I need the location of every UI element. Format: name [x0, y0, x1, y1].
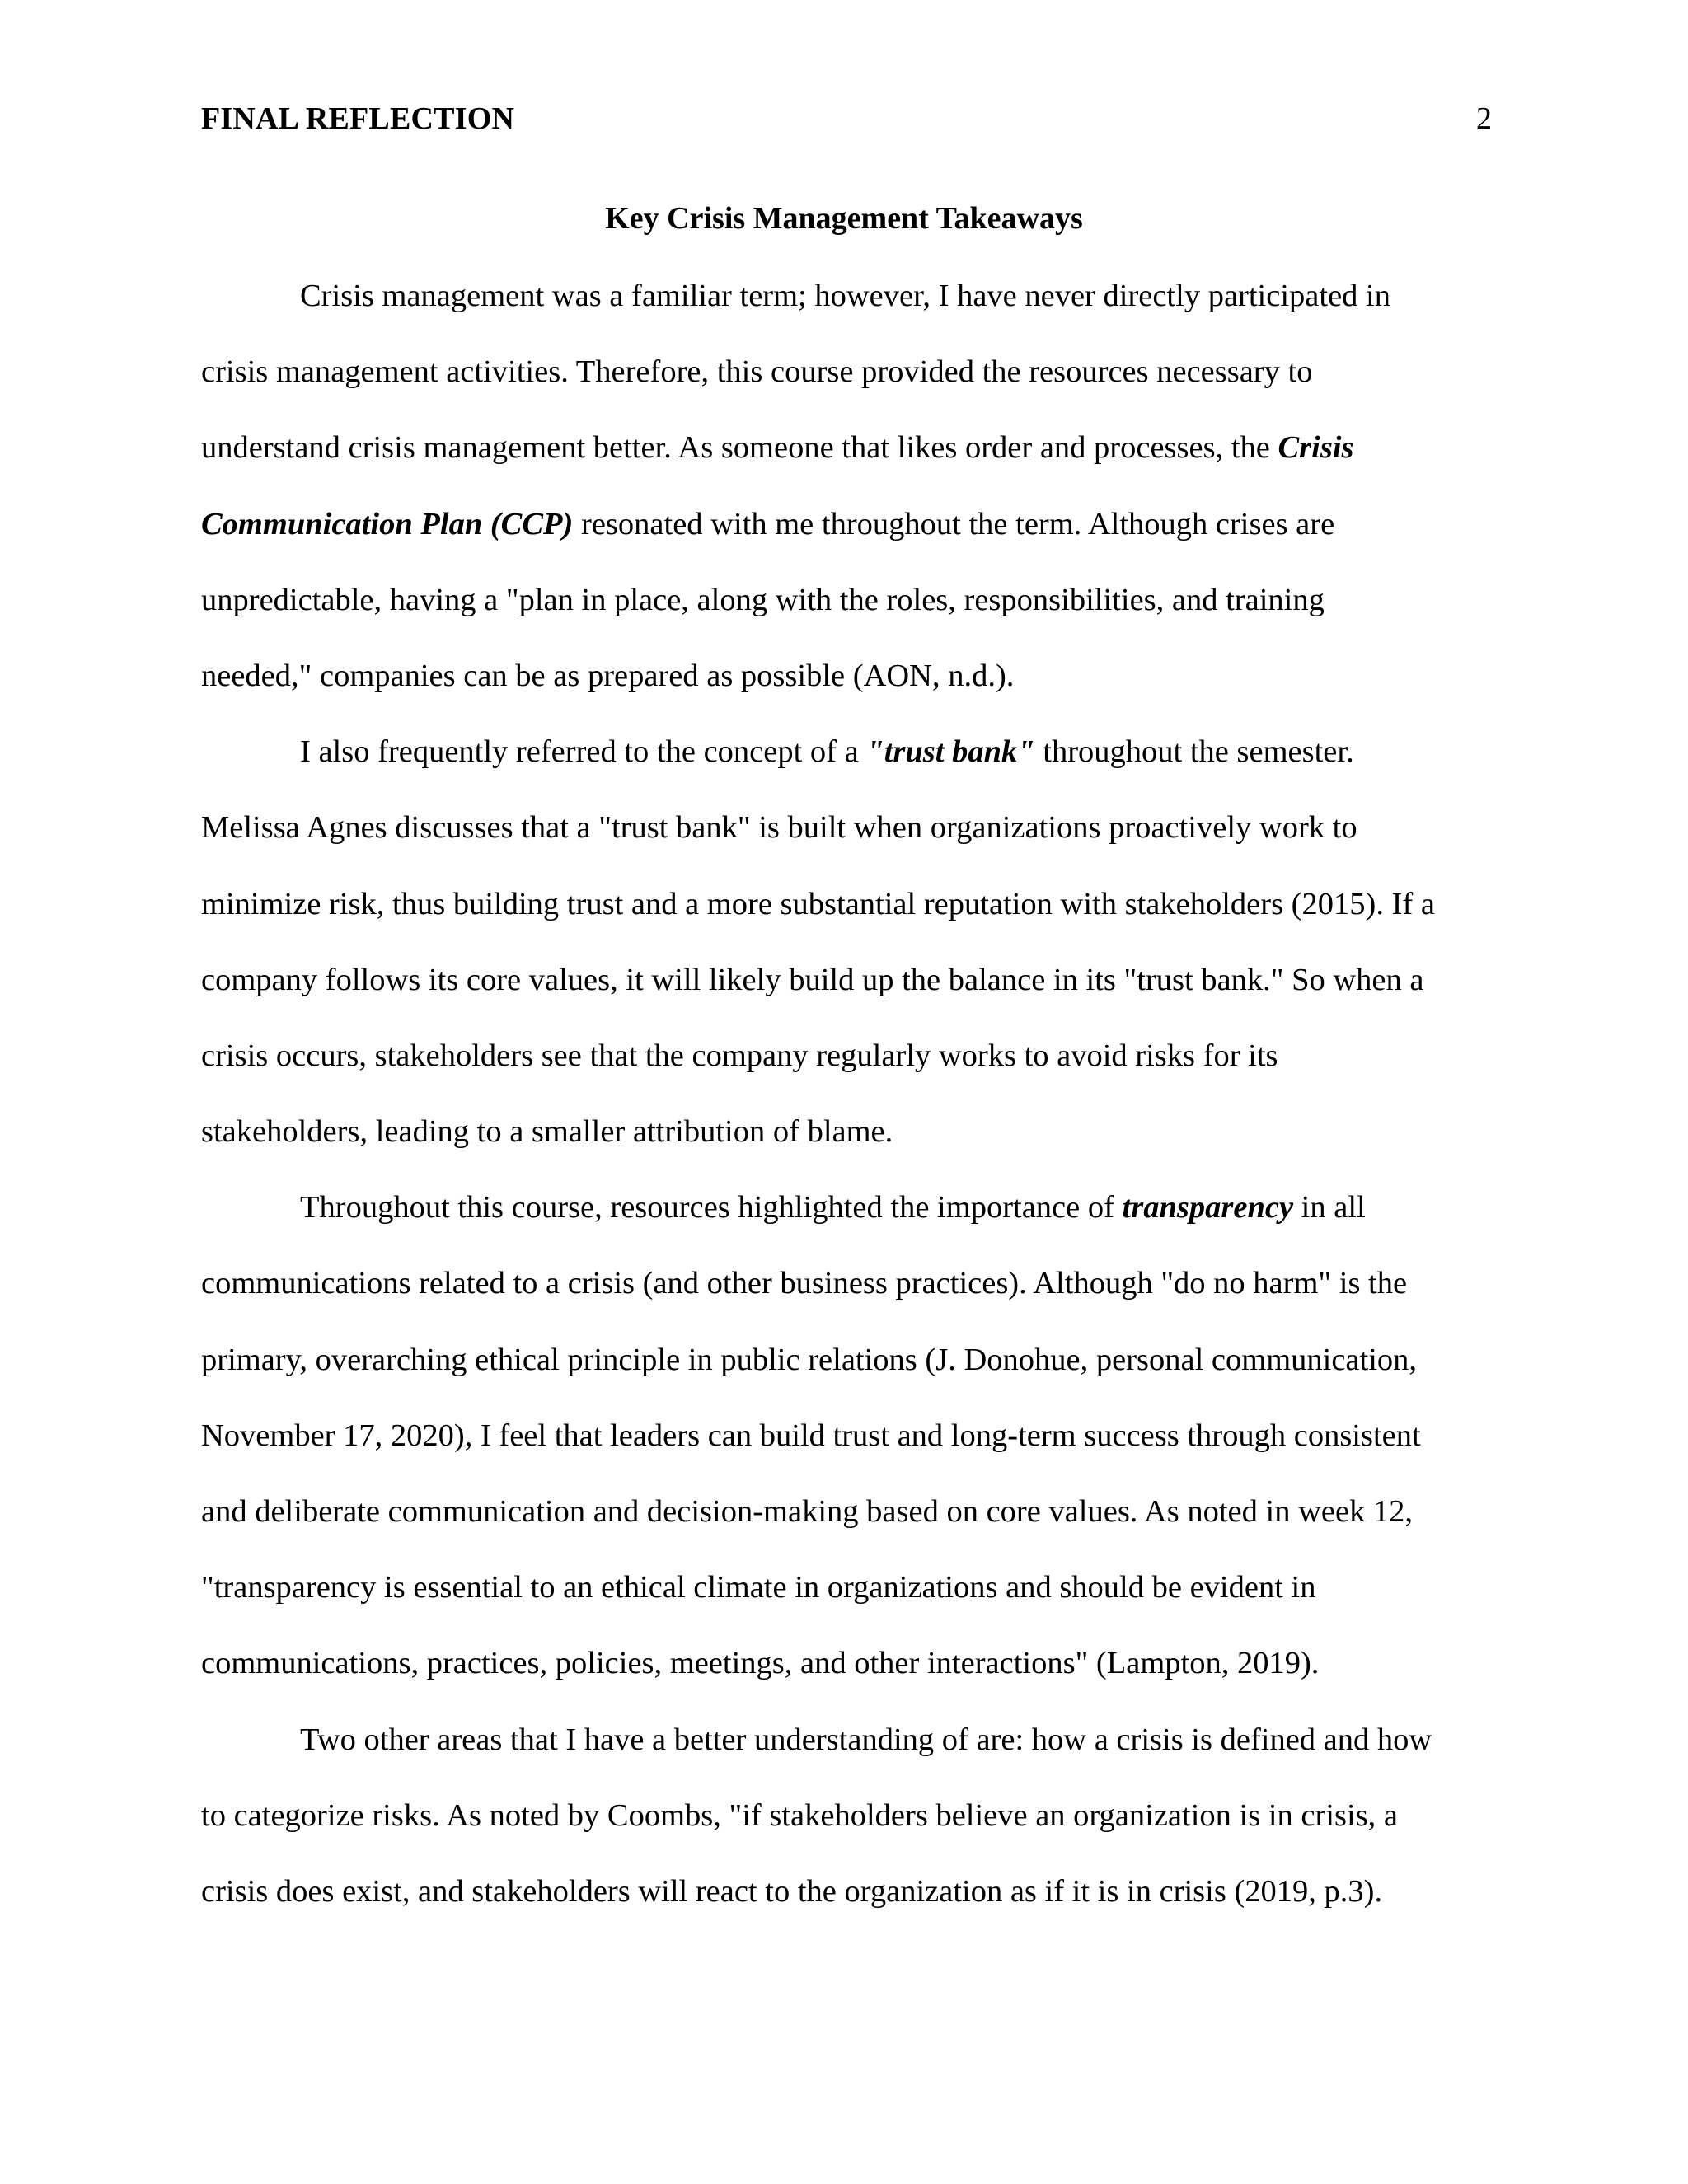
paragraph-1-line-6: needed," companies can be as prepared as possible (AON, n.d.).: [201, 658, 1015, 693]
paragraph-1-line-5: unpredictable, having a "plan in place, along with the roles, responsibilities, and training: [201, 582, 1325, 617]
paragraph-3-line-4: November 17, 2020), I feel that leaders can build trust and long-term success through consistent: [201, 1418, 1421, 1453]
paragraph-3-line-7: communications, practices, policies, meetings, and other interactions" (Lampton, 2019).: [201, 1646, 1320, 1681]
emphasis-trust-bank: "trust bank": [866, 734, 1035, 770]
emphasis-ccp-end: Communication Plan (CCP): [201, 506, 574, 541]
paragraph-4-line-1: Two other areas that I have a better understanding of are: how a crisis is defined and how: [300, 1722, 1432, 1757]
paragraph-2-line-2: Melissa Agnes discusses that a "trust bank" is built when organizations proactively work to: [201, 810, 1357, 846]
running-head: FINAL REFLECTION: [201, 101, 515, 136]
paragraph-3-line-1: Throughout this course, resources highlighted the importance of transparency in all: [300, 1190, 1366, 1226]
emphasis-ccp-start: Crisis: [1278, 430, 1354, 466]
paragraph-3-line-2: communications related to a crisis (and other business practices). Although "do no harm" is the: [201, 1266, 1408, 1301]
paragraph-2-line-5: crisis occurs, stakeholders see that the company regularly works to avoid risks for its: [201, 1038, 1278, 1073]
page-number: 2: [1476, 101, 1492, 136]
paragraph-3-line-5: and deliberate communication and decision-making based on core values. As noted in week 12,: [201, 1494, 1414, 1529]
paragraph-4-line-3: crisis does exist, and stakeholders will react to the organization as if it is in crisis (2019, p.3).: [201, 1873, 1383, 1909]
paragraph-1-line-3: understand crisis management better. As someone that likes order and processes, the Crisis: [201, 430, 1354, 466]
paragraph-1-line-2: crisis management activities. Therefore, this course provided the resources necessary to: [201, 354, 1313, 390]
paragraph-2-line-3: minimize risk, thus building trust and a more substantial reputation with stakeholders (2015). If a: [201, 886, 1435, 921]
paragraph-3-line-6: "transparency is essential to an ethical climate in organizations and should be evident in: [201, 1570, 1316, 1605]
paragraph-4-line-2: to categorize risks. As noted by Coombs, "if stakeholders believe an organization is in crisis, a: [201, 1797, 1399, 1833]
body-text: [201, 277, 1499, 1948]
paragraph-2-line-1: I also frequently referred to the concept of a "trust bank" throughout the semester.: [300, 734, 1354, 770]
paragraph-1-line-1: Crisis management was a familiar term; however, I have never directly participated in: [300, 279, 1390, 313]
paragraph-3-line-3: primary, overarching ethical principle in public relations (J. Donohue, personal communication,: [201, 1342, 1418, 1377]
emphasis-transparency: transparency: [1122, 1190, 1294, 1226]
paragraph-2-line-4: company follows its core values, it will likely build up the balance in its "trust bank." So when a: [201, 962, 1424, 997]
paragraph-2-line-6: stakeholders, leading to a smaller attribution of blame.: [201, 1114, 893, 1150]
paragraph-1-line-4: Communication Plan (CCP) resonated with me throughout the term. Although crises are: [201, 506, 1335, 541]
section-title: Key Crisis Management Takeaways: [605, 201, 1083, 236]
